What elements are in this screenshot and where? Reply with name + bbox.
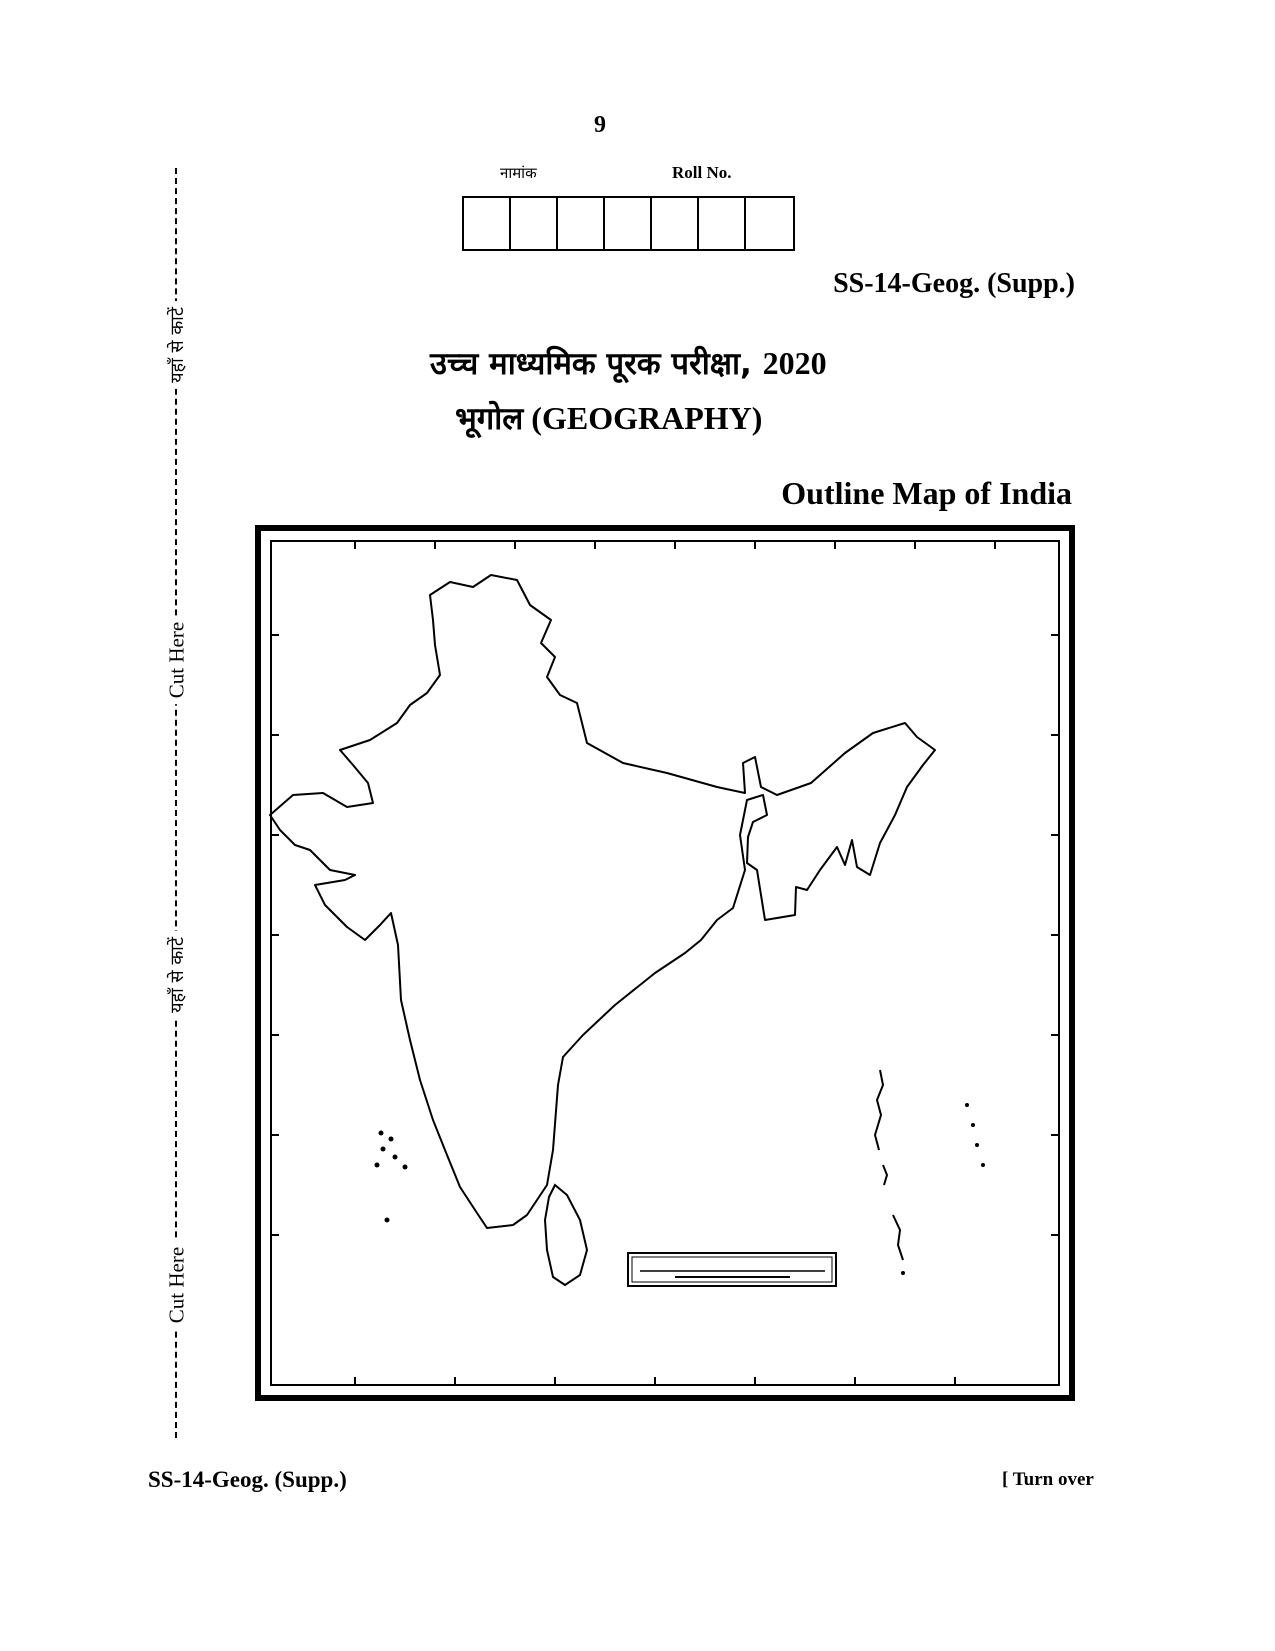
roll-number-box[interactable] (699, 198, 746, 249)
cut-label: Cut Here (165, 1241, 190, 1329)
cut-label: Cut Here (165, 616, 190, 704)
exam-year: 2020 (762, 345, 827, 381)
map-title: Outline Map of India (781, 475, 1072, 511)
subject-english: (GEOGRAPHY) (531, 400, 763, 436)
paper-code: SS-14-Geog. (Supp.) (833, 268, 1075, 299)
india-outline (270, 575, 935, 1228)
footer-paper-code: SS-14-Geog. (Supp.) (148, 1467, 347, 1492)
roll-number-box[interactable] (746, 198, 793, 249)
subject-title (455, 397, 762, 439)
map-ticks (271, 541, 1059, 1385)
roll-number-boxes (462, 196, 795, 251)
sri-lanka-outline (545, 1185, 587, 1285)
roll-number-box[interactable] (558, 198, 605, 249)
roll-number-box[interactable] (511, 198, 558, 249)
roll-number-box[interactable] (464, 198, 511, 249)
andaman-islands (875, 1070, 903, 1260)
roll-number-box[interactable] (652, 198, 699, 249)
subject-hindi: भूगोल (455, 401, 524, 437)
lakshadweep-islands (375, 1131, 408, 1223)
roll-number-box[interactable] (605, 198, 652, 249)
page-number: 9 (594, 112, 606, 138)
cut-label-hindi: यहाँ से काटें (165, 931, 189, 1019)
map-inner-border (271, 541, 1059, 1385)
exam-title (430, 342, 827, 384)
outline-map (255, 525, 1075, 1401)
cut-label-hindi: यहाँ से काटें (165, 301, 189, 389)
map-outer-border (258, 528, 1072, 1398)
myanmar-coast-islands (901, 1103, 985, 1275)
exam-title-hindi: उच्च माध्यमिक पूरक परीक्षा, (430, 346, 752, 382)
turn-over-note: [ Turn over (1002, 1469, 1094, 1490)
roll-number-label: Roll No. (672, 163, 732, 182)
map-scale (628, 1253, 836, 1286)
roll-number-label-hindi: नामांक (500, 164, 537, 182)
